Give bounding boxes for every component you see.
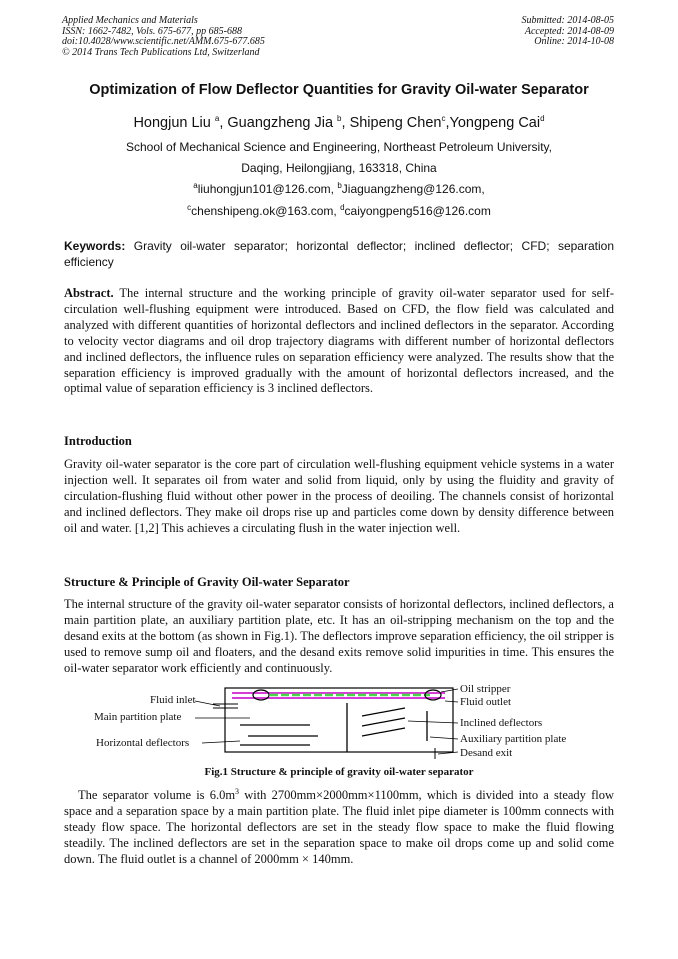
author-sup: d xyxy=(540,114,545,124)
abstract xyxy=(64,286,614,397)
affiliation-line: School of Mechanical Science and Engineering, Northeast Petroleum University, xyxy=(126,140,552,154)
email-line xyxy=(0,182,678,196)
label-oil-stripper: Oil stripper xyxy=(460,683,511,695)
keywords xyxy=(64,238,614,270)
leader-line xyxy=(408,721,458,723)
author-sup: c xyxy=(441,114,446,124)
figure-1 xyxy=(90,681,590,761)
structure-text: The internal structure of the gravity oil-water separator consists of horizontal deflectors, inclined deflectors, a main partition plate, an auxiliary partition plate, etc. It has an oil-stripping mechanism on the top and the desand exits at the bottom (as shown in Fig.1). The deflectors improve separation efficiency, the oil stripper is used to remove sump oil and floaters, and the desand exits remove solid impurities in time. This ensures the oil-water separator work efficiently and continuously. xyxy=(64,597,614,675)
leader-line xyxy=(441,689,458,692)
email-sup: d xyxy=(340,203,345,212)
body-text: The separator volume is 6.0m xyxy=(78,788,236,802)
author-sup: b xyxy=(337,114,342,124)
body-paragraph xyxy=(64,788,614,868)
label-horizontal-deflectors: Horizontal deflectors xyxy=(96,737,190,749)
paper-title: Optimization of Flow Deflector Quantities for Gravity Oil-water Separator xyxy=(89,82,589,98)
date-online: Online: 2014-10-08 xyxy=(534,36,614,47)
author-name: Guangzheng Jia xyxy=(227,115,334,131)
label-desand-exit: Desand exit xyxy=(460,747,513,759)
journal-issn: ISSN: 1662-7482, Vols. 675-677, pp 685-688 xyxy=(62,25,242,37)
email-sup: b xyxy=(337,181,342,190)
journal-copyright: © 2014 Trans Tech Publications Ltd, Switzerland xyxy=(62,46,260,58)
author-sup: a xyxy=(214,114,220,124)
label-fluid-inlet: Fluid inlet xyxy=(150,694,196,706)
leader-line xyxy=(445,701,458,702)
label-inclined-deflectors: Inclined deflectors xyxy=(460,717,543,729)
introduction-text: Gravity oil-water separator is the core part of circulation well-flushing equipment vehicle systems in a water injection well. It separates oil from water and solid from liquid, only by using the fluidity and gravity of circulation-flushing fluid without other power in the process of deoiling. The channels consist of horizontal and inclined deflectors. They make oil drops rise up and particles come down by density difference between oil and water. [1,2] This achieves a circulating flush in the water injection well. xyxy=(64,457,614,535)
journal-name: Applied Mechanics and Materials xyxy=(62,15,198,26)
email: chenshipeng.ok@163.com, xyxy=(191,204,341,218)
email: Jiaguangzheng@126.com, xyxy=(341,182,485,196)
affiliation-line: Daqing, Heilongjiang, 163318, China xyxy=(241,161,437,175)
email: liuhongjun101@126.com, xyxy=(197,182,338,196)
body-text: with 2700mm×2000mm×1100mm, which is divided into a steady flow space and a separation space by a main partition plate. The fluid inlet pipe diameter is 100mm connects with steady flow space. The horizontal deflectors are set in the steady flow space to make the fluid flowing steadily. The inclined deflectors are set in the separation space to make oil drops come up and solid come down. The fluid outlet is a channel of 2000mm × 140mm. xyxy=(64,788,614,866)
section-heading-introduction: Introduction xyxy=(64,434,132,448)
journal-info xyxy=(62,16,265,58)
author-name: Yongpeng Cai xyxy=(449,115,541,131)
keywords-text: Gravity oil-water separator; horizontal deflector; inclined deflector; CFD; separation efficiency xyxy=(64,239,614,269)
section-heading-structure: Structure & Principle of Gravity Oil-water Separator xyxy=(64,575,350,589)
date-submitted: Submitted: 2014-08-05 xyxy=(521,15,614,26)
leader-line xyxy=(202,741,240,743)
label-fluid-outlet: Fluid outlet xyxy=(460,696,512,708)
leader-line xyxy=(430,737,458,739)
figure-caption: Fig.1 Structure & principle of gravity oil-water separator xyxy=(204,766,474,778)
email: caiyongpeng516@126.com xyxy=(344,204,491,218)
journal-doi: doi:10.4028/www.scientific.net/AMM.675-677.685 xyxy=(62,36,265,47)
author-name: Hongjun Liu xyxy=(133,115,211,131)
email-sup: c xyxy=(187,203,192,212)
dates-info xyxy=(522,16,615,48)
keywords-label: Keywords: xyxy=(64,239,126,253)
inclined-deflector xyxy=(362,718,405,726)
author-list: Hongjun Liu $^a$, Guangzheng Jia $^b$, Shipeng Chen$^c$,Yongpeng Cai$^d$ xyxy=(133,114,545,131)
abstract-label: Abstract. xyxy=(64,286,114,300)
email-sup: a xyxy=(193,181,198,190)
abstract-text: The internal structure and the working principle of gravity oil-water separator used for self-circulation well-flushing equipment were introduced. Based on CFD, the flow field was calculated and analyzed with different quantities of horizontal deflectors and inclined deflectors in the separator. According to velocity vector diagrams and oil drop trajectory diagrams with different number of horizontal deflectors and inclined deflectors, the influence rules on separation efficiency were analyzed. The results show that the separation efficiency is improved gradually with the amount of horizontal deflectors increased, and the optimal value of separation efficiency is 3 inclined deflectors. xyxy=(64,286,614,396)
label-main-partition-plate: Main partition plate xyxy=(94,711,182,723)
date-accepted: Accepted: 2014-08-09 xyxy=(524,25,614,37)
unit-sup: 3 xyxy=(235,786,240,796)
inclined-deflector xyxy=(362,708,405,716)
email-line xyxy=(0,204,678,218)
author-name: Shipeng Chen xyxy=(349,115,442,131)
inclined-deflector xyxy=(362,728,405,736)
label-auxiliary-partition-plate: Auxiliary partition plate xyxy=(460,733,567,745)
